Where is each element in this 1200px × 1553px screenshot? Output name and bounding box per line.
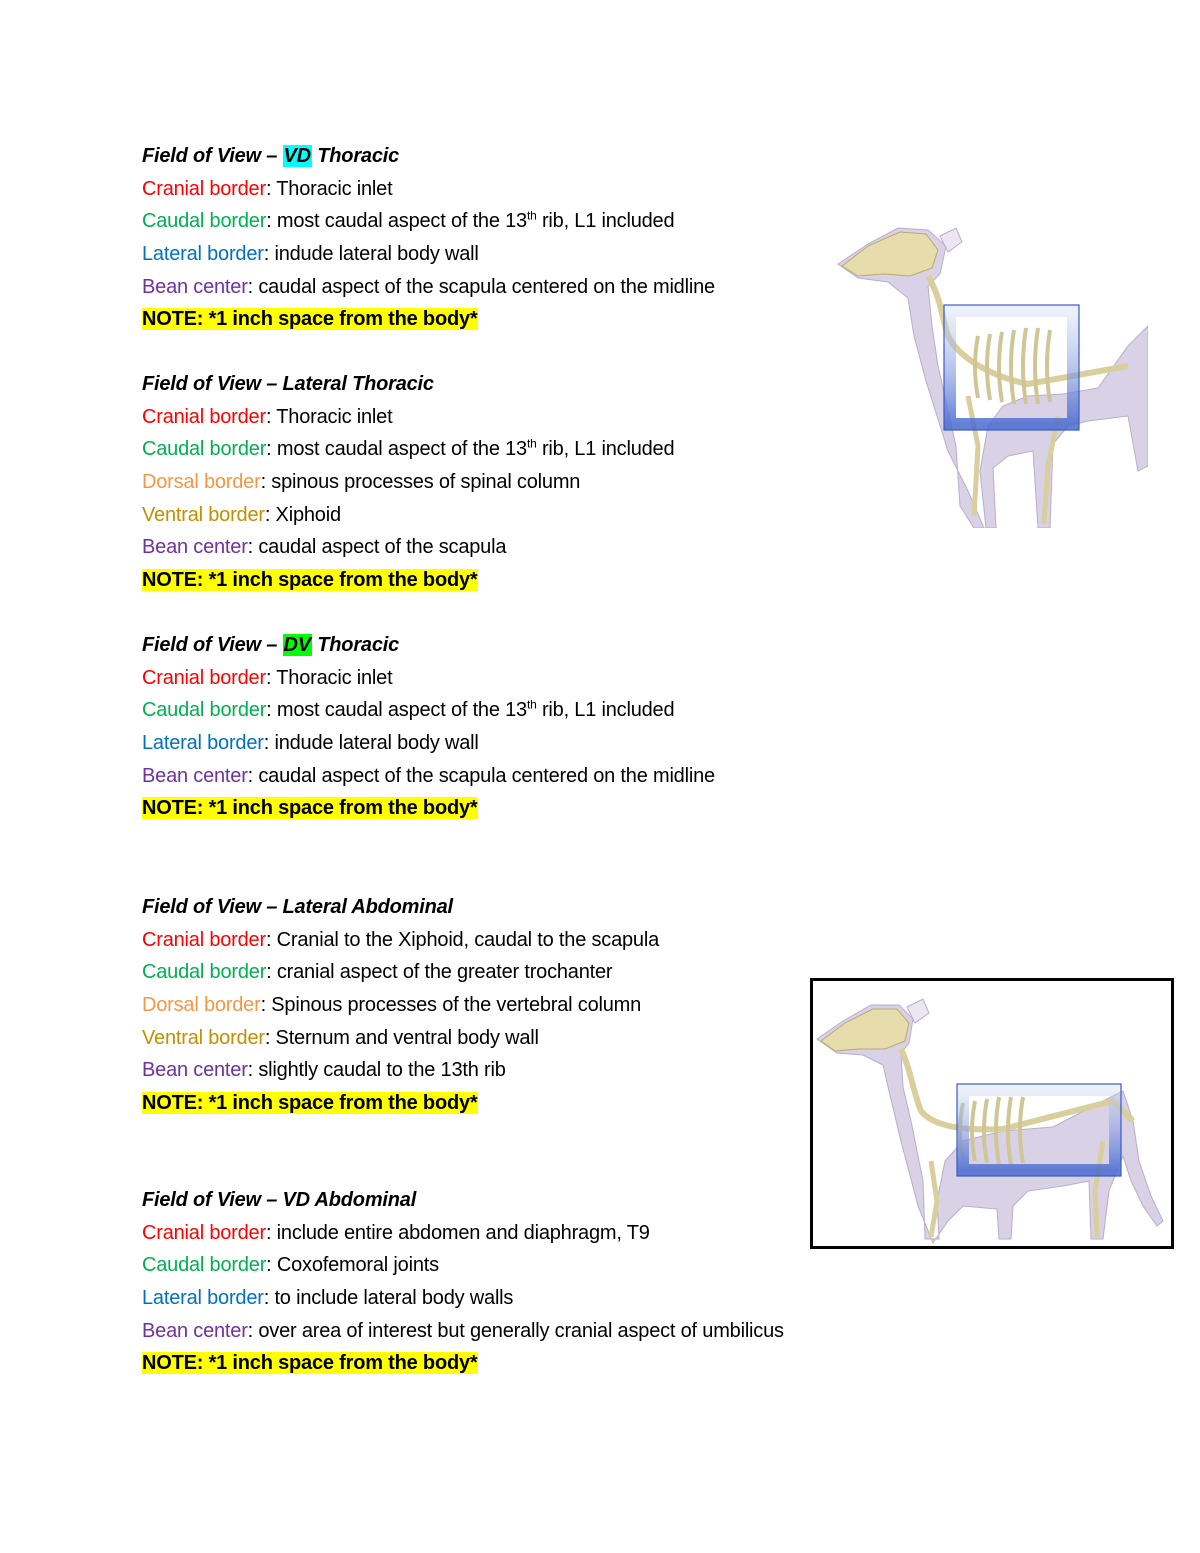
lateral-border-line: Lateral border: indude lateral body wall <box>142 732 479 755</box>
dorsal-border-line: Dorsal border: spinous processes of spinal column <box>142 471 581 494</box>
caudal-border-line: Caudal border: Coxofemoral joints <box>142 1254 439 1277</box>
vd-highlight: VD <box>283 145 311 167</box>
section-title: Field of View – Lateral Thoracic <box>142 373 434 395</box>
thoracic-fov-dog-figure <box>828 216 1148 528</box>
front-leg-bone <box>931 1161 937 1237</box>
spine <box>928 276 1128 384</box>
dog-skeleton-illustration <box>828 216 1148 528</box>
cranial-border-line: Cranial border: include entire abdomen and diaphragm, T9 <box>142 1221 650 1244</box>
cranial-border-line: Cranial border: Cranial to the Xiphoid, caudal to the scapula <box>142 928 660 951</box>
section-title: Field of View – Lateral Abdominal <box>142 896 453 918</box>
caudal-border-line: Caudal border: most caudal aspect of the 13th rib, L1 included <box>142 436 675 461</box>
ventral-border-line: Ventral border: Sternum and ventral body wall <box>142 1026 539 1049</box>
ventral-border-line: Ventral border: Xiphoid <box>142 503 341 526</box>
bean-center-line: Bean center: slightly caudal to the 13th rib <box>142 1059 506 1082</box>
caudal-border-line: Caudal border: cranial aspect of the greater trochanter <box>142 961 613 984</box>
note-line: NOTE: *1 inch space from the body* <box>142 1092 478 1115</box>
note-line: NOTE: *1 inch space from the body* <box>142 308 478 331</box>
note-line: NOTE: *1 inch space from the body* <box>142 797 478 820</box>
cranial-border-line: Cranial border: Thoracic inlet <box>142 177 393 200</box>
bean-center-line: Bean center: caudal aspect of the scapula centered on the midline <box>142 764 715 787</box>
note-line: NOTE: *1 inch space from the body* <box>142 569 478 592</box>
bean-center-line: Bean center: caudal aspect of the scapula <box>142 536 507 559</box>
section-lateral-thoracic <box>142 368 842 597</box>
lateral-border-line: Lateral border: indude lateral body wall <box>142 243 479 266</box>
section-dv-thoracic <box>142 629 842 825</box>
cranial-border-line: Cranial border: Thoracic inlet <box>142 666 393 689</box>
dv-highlight: DV <box>283 634 311 656</box>
caudal-border-line: Caudal border: most caudal aspect of the 13th rib, L1 included <box>142 697 675 722</box>
section-title: Field of View – VD Abdominal <box>142 1189 417 1211</box>
lateral-border-line: Lateral border: to include lateral body walls <box>142 1287 514 1310</box>
cranial-border-line: Cranial border: Thoracic inlet <box>142 405 393 428</box>
ribs <box>975 328 1050 404</box>
note-line: NOTE: *1 inch space from the body* <box>142 1352 478 1375</box>
abdominal-fov-dog-figure <box>810 978 1174 1249</box>
bean-center-line: Bean center: over area of interest but generally cranial aspect of umbilicus <box>142 1319 784 1342</box>
section-vd-thoracic <box>142 140 842 336</box>
section-title: Field of View – DV Thoracic <box>142 634 400 656</box>
caudal-border-line: Caudal border: most caudal aspect of the 13th rib, L1 included <box>142 208 675 233</box>
bean-center-line: Bean center: caudal aspect of the scapula centered on the midline <box>142 275 715 298</box>
dog-skeleton-illustration <box>813 981 1171 1246</box>
section-title: Field of View – VD Thoracic <box>142 145 400 167</box>
section-lateral-abdominal <box>142 891 842 1120</box>
section-vd-abdominal <box>142 1184 842 1380</box>
dorsal-border-line: Dorsal border: Spinous processes of the vertebral column <box>142 994 642 1017</box>
